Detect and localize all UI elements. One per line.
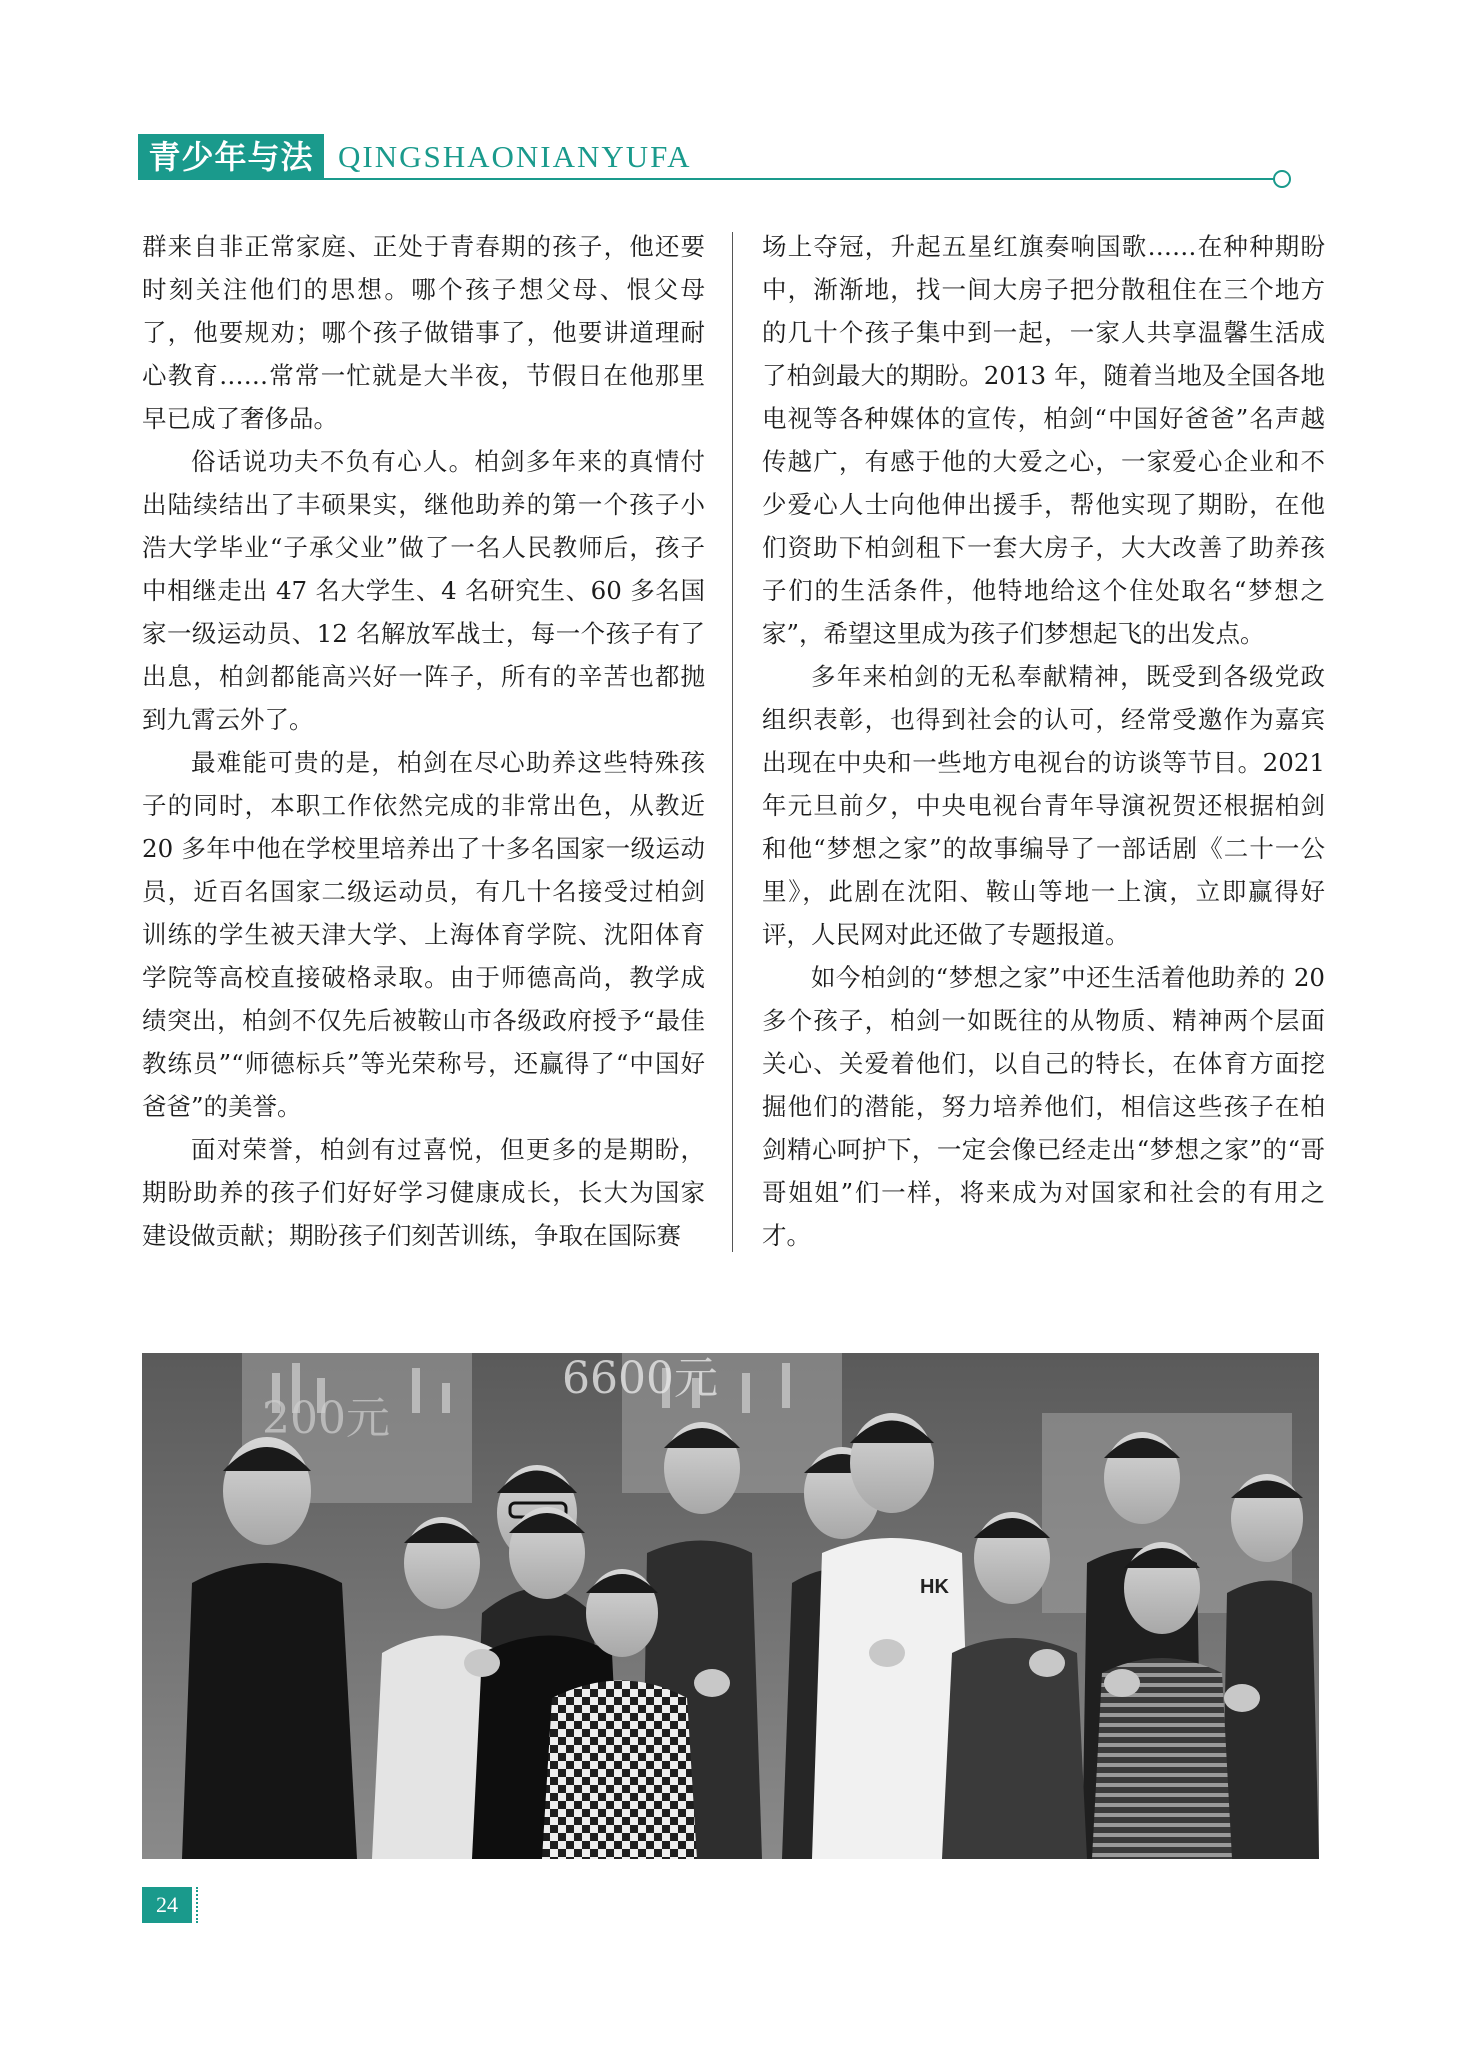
page-number-dotted-rule bbox=[196, 1887, 200, 1923]
section-tag: 青少年与法 bbox=[138, 134, 324, 180]
article-column-left bbox=[142, 225, 705, 1257]
article-paragraph: 多年来柏剑的无私奉献精神，既受到各级党政组织表彰，也得到社会的认可，经常受邀作为嘉宾出现在中央和一些地方电视台的访谈等节目。2021 年元旦前夕，中央电视台青年导演祝贺还根据柏剑和他“梦想之家”的故事编导了一部话剧《二十一公里》，此剧在沈阳、鞍山等地一上演，立即赢得好评，人民网对此还做了专题报道。 bbox=[762, 662, 1325, 949]
article-paragraph: 最难能可贵的是，柏剑在尽心助养这些特殊孩子的同时，本职工作依然完成的非常出色，从教近 20 多年中他在学校里培养出了十多名国家一级运动员，近百名国家二级运动员，有几十名接受过柏剑训练的学生被天津大学、上海体育学院、沈阳体育学院等高校直接破格录取。由于师德高尚，教学成绩突出，柏剑不仅先后被鞍山市各级政府授予“最佳教练员”“师德标兵”等光荣称号，还赢得了“中国好爸爸”的美誉。 bbox=[142, 748, 705, 1121]
header-rule-end-circle bbox=[1273, 170, 1291, 188]
article-paragraph: 群来自非正常家庭、正处于青春期的孩子，他还要时刻关注他们的思想。哪个孩子想父母、恨父母了，他要规劝；哪个孩子做错事了，他要讲道理耐心教育……常常一忙就是大半夜，节假日在他那里早已成了奢侈品。 bbox=[142, 232, 705, 433]
page-number: 24 bbox=[142, 1887, 192, 1923]
photo-bg-text-1: 200元 bbox=[262, 1393, 390, 1444]
group-photo bbox=[142, 1353, 1319, 1859]
article-paragraph: 场上夺冠，升起五星红旗奏响国歌……在种种期盼中，渐渐地，找一间大房子把分散租住在三个地方的几十个孩子集中到一起，一家人共享温馨生活成了柏剑最大的期盼。2013 年，随着当地及全国各地电视等各种媒体的宣传，柏剑“中国好爸爸”名声越传越广，有感于他的大爱之心，一家爱心企业和不少爱心人士向他伸出援手，帮他实现了期盼，在他们资助下柏剑租下一套大房子，大大改善了助养孩子们的生活条件，他特地给这个住处取名“梦想之家”，希望这里成为孩子们梦想起飞的出发点。 bbox=[762, 232, 1325, 648]
article-paragraph: 面对荣誉，柏剑有过喜悦，但更多的是期盼，期盼助养的孩子们好好学习健康成长，长大为国家建设做贡献；期盼孩子们刻苦训练，争取在国际赛 bbox=[142, 1135, 705, 1250]
section-roman-title: QINGSHAONIANYUFA bbox=[338, 139, 692, 174]
article-paragraph: 如今柏剑的“梦想之家”中还生活着他助养的 20 多个孩子，柏剑一如既往的从物质、精神两个层面关心、关爱着他们，以自己的特长，在体育方面挖掘他们的潜能，努力培养他们，相信这些孩子在柏剑精心呵护下，一定会像已经走出“梦想之家”的“哥哥姐姐”们一样，将来成为对国家和社会的有用之才。 bbox=[762, 963, 1325, 1250]
article-paragraph: 俗话说功夫不负有心人。柏剑多年来的真情付出陆续结出了丰硕果实，继他助养的第一个孩子小浩大学毕业“子承父业”做了一名人民教师后，孩子中相继走出 47 名大学生、4 名研究生、60 多名国家一级运动员、12 名解放军战士，每一个孩子有了出息，柏剑都能高兴好一阵子，所有的辛苦也都抛到九霄云外了。 bbox=[142, 447, 705, 734]
svg-text:HK: HK bbox=[920, 1576, 949, 1598]
article-column-right bbox=[762, 225, 1325, 1257]
header-rule bbox=[138, 178, 1275, 180]
column-divider bbox=[732, 232, 733, 1252]
photo-bg-text-2: 6600元 bbox=[562, 1353, 718, 1404]
section-header bbox=[138, 134, 1285, 184]
